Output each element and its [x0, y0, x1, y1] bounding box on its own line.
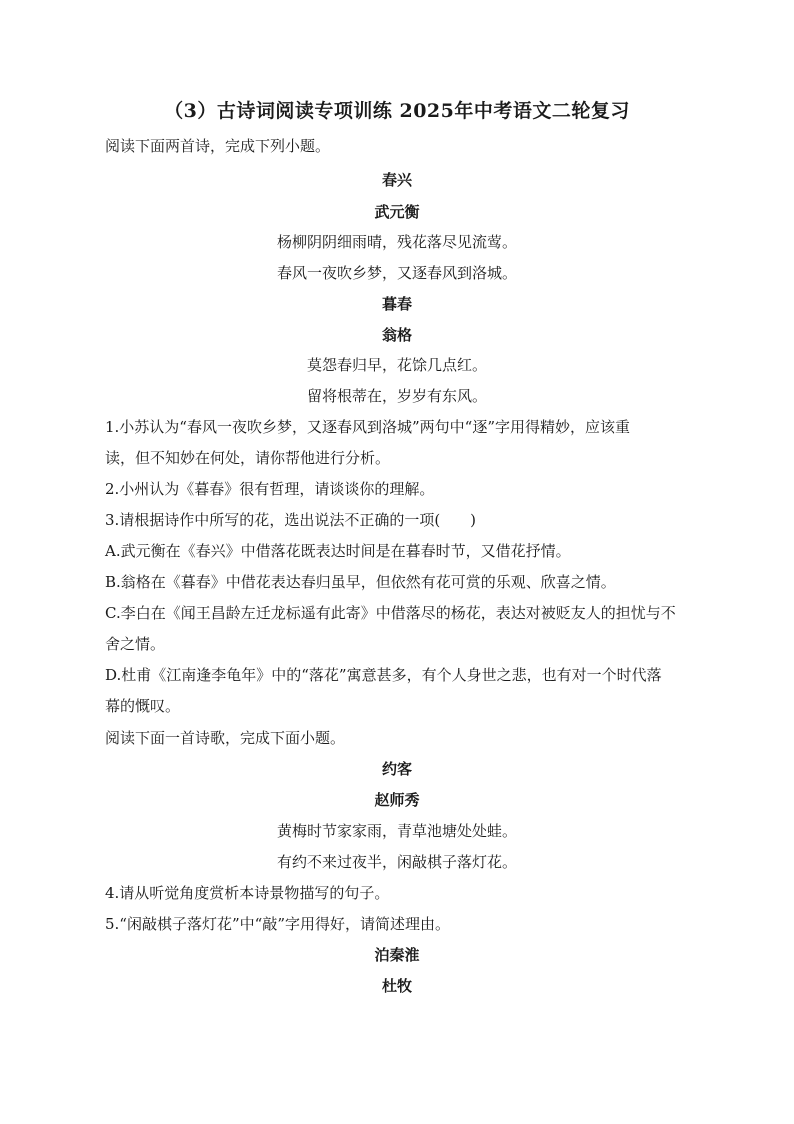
poem-3-line-1: 黄梅时节家家雨，青草池塘处处蛙。 — [276, 822, 517, 840]
poem-1-title: 春兴 — [381, 171, 412, 189]
question-5: 5.“闲敲棋子落灯花”中“敲”字用得好，请简述理由。 — [105, 915, 450, 933]
poem-3-author: 赵师秀 — [374, 791, 420, 809]
poem-2-title: 暮春 — [381, 295, 412, 313]
poem-2-author: 翁格 — [381, 326, 412, 344]
option-d-line-2: 幕的慨叹。 — [105, 697, 181, 715]
poem-3-line-2: 有约不来过夜半，闲敲棋子落灯花。 — [276, 853, 517, 871]
option-c-line-2: 舍之情。 — [105, 635, 166, 653]
reading-instruction-2: 阅读下面一首诗歌，完成下面小题。 — [105, 729, 346, 747]
poem-1-author: 武元衡 — [374, 203, 420, 221]
question-1-line-1: 1.小苏认为“春风一夜吹乡梦，又逐春风到洛城”两句中“逐”字用得精妙，应该重 — [105, 418, 630, 436]
option-c-line-1: C.李白在《闻王昌龄左迁龙标遥有此寄》中借落尽的杨花，表达对被贬友人的担忧与不 — [105, 604, 676, 622]
option-a: A.武元衡在《春兴》中借落花既表达时间是在暮春时节，又借花抒情。 — [105, 542, 571, 560]
option-d-line-1: D.杜甫《江南逢李龟年》中的“落花”寓意甚多，有个人身世之悲，也有对一个时代落 — [105, 666, 662, 684]
poem-1-line-2: 春风一夜吹乡梦，又逐春风到洛城。 — [276, 264, 517, 282]
option-b: B.翁格在《暮春》中借花表达春归虽早，但依然有花可赏的乐观、欣喜之情。 — [105, 573, 616, 591]
question-1-line-2: 读，但不知妙在何处，请你帮他进行分析。 — [105, 449, 391, 467]
poem-2-line-2: 留将根蒂在，岁岁有东风。 — [306, 387, 487, 405]
poem-2-line-1: 莫怨春归早，花馀几点红。 — [306, 356, 487, 374]
poem-3-title: 约客 — [381, 760, 412, 778]
document-title: （3）古诗词阅读专项训练 2025年中考语文二轮复习 — [164, 100, 630, 122]
reading-instruction-1: 阅读下面两首诗，完成下列小题。 — [105, 137, 331, 155]
question-2: 2.小州认为《暮春》很有哲理，请谈谈你的理解。 — [105, 480, 435, 498]
question-3: 3.请根据诗作中所写的花，选出说法不正确的一项( ) — [105, 511, 477, 529]
poem-4-author: 杜牧 — [381, 977, 412, 995]
poem-1-line-1: 杨柳阴阴细雨晴，残花落尽见流莺。 — [276, 233, 517, 251]
poem-4-title: 泊秦淮 — [374, 946, 420, 964]
question-4: 4.请从听觉角度赏析本诗景物描写的句子。 — [105, 884, 390, 902]
